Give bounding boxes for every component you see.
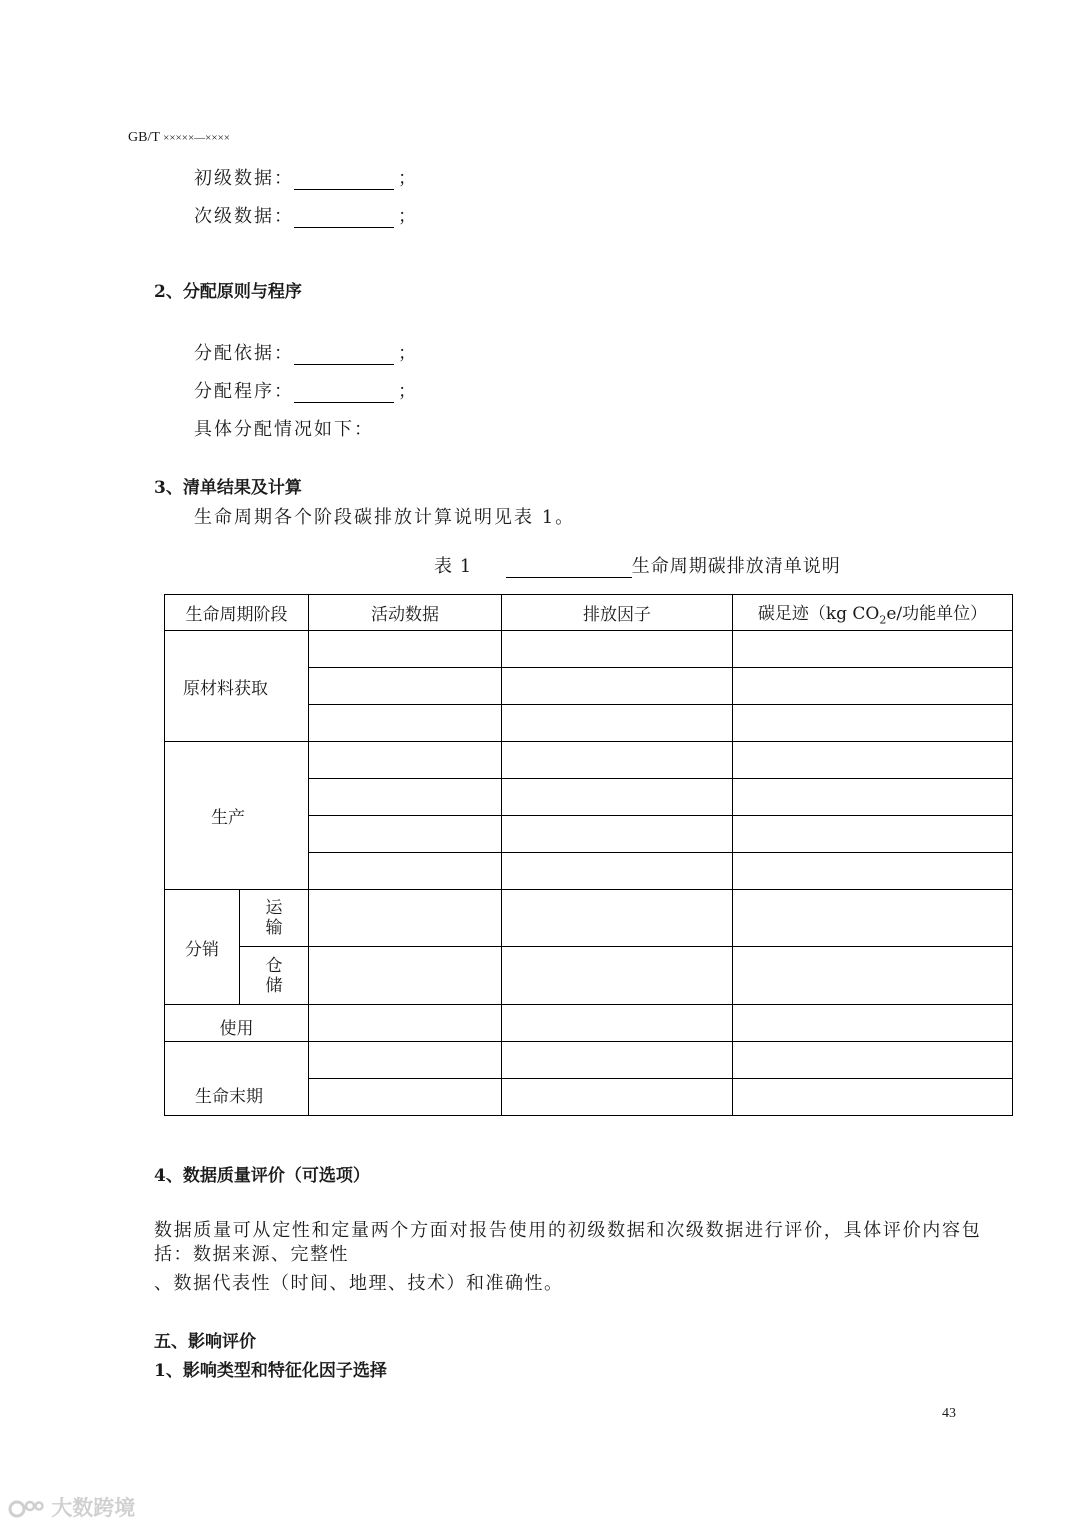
- cell-footprint[interactable]: [733, 742, 1013, 779]
- cell-activity[interactable]: [309, 631, 502, 668]
- cell-activity[interactable]: [309, 779, 502, 816]
- allocation-procedure-line: 分配程序： ；: [194, 381, 418, 402]
- cell-factor[interactable]: [502, 705, 733, 742]
- cell-activity[interactable]: [309, 1005, 502, 1042]
- cell-activity[interactable]: [309, 742, 502, 779]
- section-3-intro: 生命周期各个阶段碳排放计算说明见表 1。: [194, 507, 576, 528]
- cell-factor[interactable]: [502, 853, 733, 890]
- header-stage: 生命周期阶段: [165, 595, 309, 631]
- table-row: [165, 1005, 1013, 1042]
- cell-activity[interactable]: [309, 853, 502, 890]
- cell-footprint[interactable]: [733, 947, 1013, 1005]
- stage-end-of-life: 生命末期: [165, 1042, 309, 1116]
- allocation-procedure-blank[interactable]: [294, 384, 394, 403]
- header-emission-factor: 排放因子: [502, 595, 733, 631]
- stage-distribution: 分销: [165, 890, 240, 1005]
- cell-footprint[interactable]: [733, 1005, 1013, 1042]
- cell-factor[interactable]: [502, 816, 733, 853]
- watermark-logo-icon: [8, 1498, 44, 1520]
- stage-raw-material: 原材料获取: [165, 631, 309, 742]
- cell-footprint[interactable]: [733, 1079, 1013, 1116]
- primary-data-blank[interactable]: [294, 171, 394, 190]
- cell-activity[interactable]: [309, 1042, 502, 1079]
- allocation-basis-blank[interactable]: [294, 346, 394, 365]
- emission-inventory-table: [164, 594, 1013, 1116]
- cell-factor[interactable]: [502, 1042, 733, 1079]
- cell-factor[interactable]: [502, 779, 733, 816]
- cell-factor[interactable]: [502, 631, 733, 668]
- section-5-heading: 五、影响评价: [154, 1332, 256, 1352]
- cell-footprint[interactable]: [733, 853, 1013, 890]
- table-row: [165, 890, 1013, 947]
- section-5-1-heading: 1、影响类型和特征化因子选择: [154, 1361, 387, 1381]
- cell-factor[interactable]: [502, 1005, 733, 1042]
- cell-footprint[interactable]: [733, 1042, 1013, 1079]
- secondary-data-blank[interactable]: [294, 209, 394, 228]
- cell-factor[interactable]: [502, 947, 733, 1005]
- table-row: [165, 1042, 1013, 1079]
- table-row: [165, 947, 1013, 1005]
- table-caption-blank[interactable]: [506, 559, 632, 578]
- standard-number: GB/T ×××××—××××: [128, 130, 230, 145]
- section-3-heading: 3、清单结果及计算: [154, 478, 302, 498]
- allocation-detail-text: 具体分配情况如下：: [194, 419, 374, 440]
- stage-use: 使用: [165, 1005, 309, 1042]
- substage-transport: 运输: [240, 890, 309, 947]
- cell-footprint[interactable]: [733, 705, 1013, 742]
- cell-activity[interactable]: [309, 816, 502, 853]
- cell-footprint[interactable]: [733, 816, 1013, 853]
- section-4-para-line-2: 括：数据来源、完整性: [154, 1244, 349, 1265]
- cell-activity[interactable]: [309, 890, 502, 947]
- table-row: [165, 631, 1013, 668]
- table-caption: 表 1 生命周期碳排放清单说明: [434, 556, 841, 577]
- cell-activity[interactable]: [309, 668, 502, 705]
- cell-footprint[interactable]: [733, 631, 1013, 668]
- cell-footprint[interactable]: [733, 668, 1013, 705]
- substage-storage: 仓储: [240, 947, 309, 1005]
- header-carbon-footprint: 碳足迹（kg $CO_2e/$功能单位）: [733, 595, 1013, 631]
- header-activity-data: 活动数据: [309, 595, 502, 631]
- section-4-para-line-1: 数据质量可从定性和定量两个方面对报告使用的初级数据和次级数据进行评价，具体评价内容包: [154, 1220, 982, 1241]
- cell-factor[interactable]: [502, 668, 733, 705]
- cell-footprint[interactable]: [733, 890, 1013, 947]
- cell-footprint[interactable]: [733, 779, 1013, 816]
- cell-factor[interactable]: [502, 890, 733, 947]
- table-row: [165, 742, 1013, 779]
- page-number: 43: [942, 1406, 956, 1421]
- secondary-data-line: 次级数据： ；: [194, 206, 418, 227]
- section-4-heading: 4、数据质量评价（可选项）: [154, 1166, 370, 1186]
- section-4-para-line-3: 、数据代表性（时间、地理、技术）和准确性。: [154, 1273, 564, 1294]
- cell-factor[interactable]: [502, 742, 733, 779]
- table-header-row: [165, 595, 1013, 631]
- stage-production: 生产: [165, 742, 309, 890]
- cell-activity[interactable]: [309, 947, 502, 1005]
- section-2-heading: 2、分配原则与程序: [154, 282, 302, 302]
- allocation-basis-line: 分配依据： ；: [194, 343, 418, 364]
- watermark: 大数跨境: [8, 1492, 135, 1522]
- primary-data-line: 初级数据： ；: [194, 168, 418, 189]
- cell-activity[interactable]: [309, 705, 502, 742]
- cell-activity[interactable]: [309, 1079, 502, 1116]
- cell-factor[interactable]: [502, 1079, 733, 1116]
